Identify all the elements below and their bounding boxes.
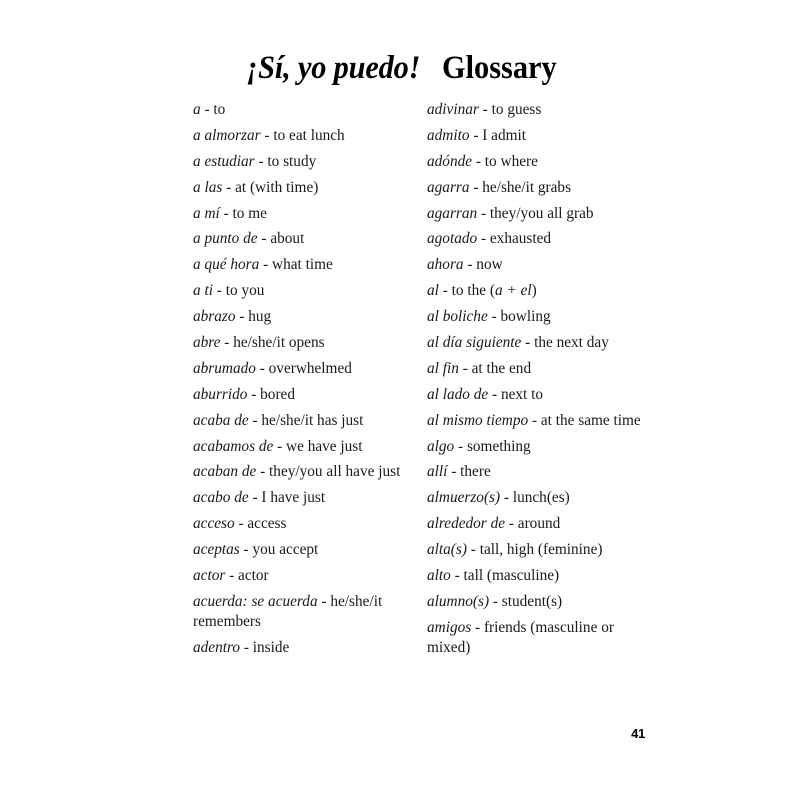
glossary-entry — [193, 204, 411, 225]
entry-term: a — [193, 101, 201, 118]
page-number: 41 — [631, 726, 645, 741]
entry-separator: - — [248, 411, 262, 429]
entry-term: adentro — [193, 639, 241, 657]
entry-definition: I admit — [482, 126, 527, 144]
entry-separator: - — [256, 463, 270, 481]
glossary-entry — [193, 126, 411, 147]
entry-separator: - — [458, 359, 472, 377]
entry-definition: to you — [225, 282, 265, 300]
entry-definition: now — [476, 256, 503, 274]
entry-term: a punto de — [193, 230, 258, 248]
entry-separator: - — [273, 437, 287, 455]
entry-term: abrumado — [193, 359, 256, 377]
entry-term: algo — [427, 437, 455, 455]
glossary-entry — [427, 514, 645, 535]
glossary-entry — [427, 178, 645, 199]
entry-separator: - — [438, 282, 452, 300]
glossary-entry — [193, 229, 411, 250]
glossary-entry — [193, 359, 411, 380]
glossary-entry — [193, 100, 411, 121]
glossary-entry — [427, 385, 645, 406]
entry-term: amigos — [427, 618, 472, 636]
entry-separator: - — [471, 618, 484, 636]
entry-definition: tall (masculine) — [463, 567, 560, 585]
entry-definition: we have just — [286, 437, 363, 455]
entry-term: aceptas — [193, 541, 240, 559]
entry-separator: - — [317, 592, 331, 610]
entry-separator: - — [521, 334, 535, 352]
entry-separator: - — [212, 282, 226, 300]
entry-separator: - — [477, 230, 490, 248]
entry-term: alta(s) — [427, 541, 467, 559]
entry-separator: - — [255, 359, 269, 377]
entry-definition: he/she/it opens — [233, 334, 325, 352]
entry-term: al fin — [427, 359, 459, 377]
entry-separator: - — [489, 592, 502, 610]
entry-term: a estudiar — [193, 152, 255, 170]
entry-term: agarran — [427, 204, 478, 222]
entry-term: acabo de — [193, 489, 249, 507]
entry-definition: friends (masculine or mixed) — [427, 618, 614, 657]
entry-definition: to the (a + el) — [451, 282, 537, 300]
entry-definition: he/she/it has just — [261, 411, 364, 429]
entry-definition: something — [466, 437, 531, 455]
entry-definition: you accept — [252, 541, 319, 559]
glossary-entry — [193, 255, 411, 276]
entry-term: a almorzar — [193, 126, 261, 144]
entry-definition: they/you all grab — [489, 204, 594, 222]
entry-separator: - — [234, 515, 248, 533]
entry-term: abre — [193, 334, 221, 352]
entry-definition: there — [460, 463, 491, 481]
glossary-entry — [193, 411, 411, 432]
entry-separator: - — [240, 639, 253, 657]
glossary-entry — [193, 178, 411, 199]
entry-term: abrazo — [193, 308, 236, 326]
glossary-entry — [427, 100, 645, 121]
entry-separator: - — [225, 567, 239, 585]
entry-definition: bored — [260, 385, 295, 403]
entry-term: a qué hora — [193, 256, 260, 274]
entry-term: a ti — [193, 282, 213, 300]
entry-definition: I have just — [261, 489, 326, 507]
glossary-entry — [193, 281, 411, 302]
entry-separator: - — [219, 204, 233, 222]
glossary-entry — [427, 359, 645, 380]
entry-separator: - — [447, 463, 461, 481]
entry-term: agotado — [427, 230, 478, 248]
entry-definition: to study — [267, 152, 317, 170]
entry-definition: next to — [500, 385, 543, 403]
entry-definition: about — [270, 230, 305, 248]
entry-definition: around — [517, 515, 561, 533]
entry-separator: - — [257, 230, 271, 248]
entry-definition: actor — [238, 567, 269, 585]
glossary-entry — [193, 333, 411, 354]
glossary-entry — [427, 126, 645, 147]
entry-term: acaba de — [193, 411, 249, 429]
glossary-entry — [427, 333, 645, 354]
entry-term: al boliche — [427, 308, 488, 326]
entry-separator: - — [260, 126, 274, 144]
entry-separator: - — [469, 178, 483, 196]
entry-definition: to eat lunch — [273, 126, 345, 144]
entry-separator: - — [200, 101, 214, 118]
entry-term: alrededor de — [427, 515, 506, 533]
glossary-column-left — [193, 100, 411, 664]
page-title-spanish: ¡Sí, yo puedo! — [246, 50, 420, 86]
glossary-entry — [427, 152, 645, 173]
entry-term: ahora — [427, 256, 464, 274]
entry-definition: at the same time — [540, 411, 641, 429]
entry-separator: - — [463, 256, 477, 274]
glossary-entry — [427, 592, 645, 613]
entry-separator: - — [248, 489, 262, 507]
entry-definition: tall, high (feminine) — [479, 541, 603, 559]
entry-definition: the next day — [534, 334, 609, 352]
entry-separator: - — [466, 541, 480, 559]
entry-term: actor — [193, 567, 226, 585]
entry-separator: - — [500, 489, 513, 507]
glossary-columns — [193, 100, 645, 664]
glossary-entry — [193, 462, 411, 483]
entry-definition: to guess — [491, 101, 542, 118]
entry-term: adivinar — [427, 101, 479, 118]
entry-separator: - — [239, 541, 253, 559]
entry-separator: - — [259, 256, 273, 274]
entry-term: acaban de — [193, 463, 257, 481]
entry-term: adónde — [427, 152, 473, 170]
entry-definition: overwhelmed — [268, 359, 352, 377]
entry-separator: - — [454, 437, 467, 455]
glossary-entry — [427, 229, 645, 250]
entry-definition: bowling — [500, 308, 551, 326]
glossary-entry — [427, 618, 645, 659]
entry-term: al mismo tiempo — [427, 411, 529, 429]
entry-separator: - — [220, 334, 234, 352]
entry-definition: access — [247, 515, 287, 533]
glossary-entry — [427, 462, 645, 483]
entry-term: al día siguiente — [427, 334, 522, 352]
glossary-entry — [427, 566, 645, 587]
entry-separator: - — [450, 567, 464, 585]
glossary-entry — [427, 281, 645, 302]
entry-separator: - — [247, 385, 261, 403]
glossary-entry — [193, 566, 411, 587]
entry-definition: to me — [232, 204, 267, 222]
entry-separator: - — [254, 152, 268, 170]
entry-definition: hug — [248, 308, 272, 326]
glossary-entry — [193, 514, 411, 535]
glossary-entry — [193, 385, 411, 406]
glossary-entry — [193, 638, 411, 659]
entry-definition: at the end — [471, 359, 532, 377]
entry-term: a mí — [193, 204, 220, 222]
glossary-entry — [427, 540, 645, 561]
entry-definition: he/she/it remembers — [193, 592, 383, 631]
entry-term: admito — [427, 126, 470, 144]
entry-term: aburrido — [193, 385, 248, 403]
entry-term: a las — [193, 178, 223, 196]
entry-definition: exhausted — [489, 230, 552, 248]
glossary-entry — [427, 307, 645, 328]
entry-term: almuerzo(s) — [427, 489, 501, 507]
page-title-english: Glossary — [441, 50, 557, 86]
entry-definition: student(s) — [501, 592, 563, 610]
entry-separator: - — [528, 411, 541, 429]
entry-separator: - — [505, 515, 518, 533]
entry-term: al — [427, 282, 439, 300]
glossary-entry — [193, 540, 411, 561]
entry-term: alumno(s) — [427, 592, 490, 610]
entry-separator: - — [477, 204, 490, 222]
glossary-entry — [193, 592, 411, 633]
entry-term: acabamos de — [193, 437, 274, 455]
glossary-entry — [427, 204, 645, 225]
entry-definition: to where — [484, 152, 538, 170]
entry-separator: - — [487, 308, 501, 326]
entry-definition: to — [213, 101, 226, 118]
glossary-entry — [193, 488, 411, 509]
glossary-entry — [193, 437, 411, 458]
entry-definition: what time — [272, 256, 333, 274]
entry-term: acuerda: se acuerda — [193, 592, 318, 610]
entry-separator: - — [235, 308, 249, 326]
entry-separator: - — [222, 178, 236, 196]
glossary-column-right — [427, 100, 645, 664]
entry-definition: he/she/it grabs — [482, 178, 572, 196]
entry-separator: - — [478, 101, 492, 118]
entry-definition: inside — [252, 639, 290, 657]
entry-term: alto — [427, 567, 451, 585]
glossary-entry — [427, 437, 645, 458]
glossary-entry — [427, 411, 645, 432]
entry-separator: - — [469, 126, 483, 144]
entry-definition: lunch(es) — [512, 489, 570, 507]
entry-definition: they/you all have just — [269, 463, 401, 481]
glossary-entry — [427, 488, 645, 509]
glossary-entry — [427, 255, 645, 276]
page-title — [0, 48, 800, 88]
entry-term: allí — [427, 463, 448, 481]
glossary-entry — [193, 152, 411, 173]
entry-term: acceso — [193, 515, 235, 533]
entry-separator: - — [488, 385, 501, 403]
entry-term: al lado de — [427, 385, 489, 403]
entry-separator: - — [472, 152, 485, 170]
entry-definition: at (with time) — [235, 178, 319, 196]
entry-term: agarra — [427, 178, 470, 196]
glossary-entry — [193, 307, 411, 328]
